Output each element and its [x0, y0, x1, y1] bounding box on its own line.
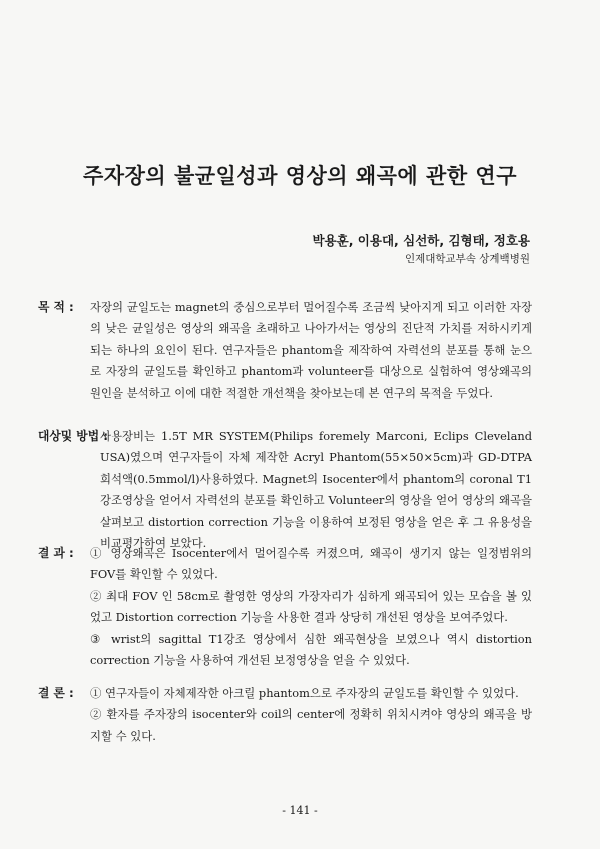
section-label-purpose: 목 적 :: [38, 300, 74, 314]
page-number: - 141 -: [282, 804, 318, 817]
affiliation: 인제대학교부속 상계백병원: [404, 253, 530, 265]
section-purpose: [38, 297, 532, 404]
section-text-methods: 사용장비는 1.5T MR SYSTEM(Philips foremely Marconi, Eclips Cleveland USA)였으며 연구자들이 자체 제작한 Acryl Phantom(55×50×5cm)과 GD-DTPA 희석액(0.5mmol/l)사용하였다. Magnet의 Isocenter에서 phantom의 coronal T1 강조영상을 얻어서 자력선의 분포를 확인하고 Volunteer의 영상을 얻어 영상의 왜곡을 살펴보고 distortion correction 기능을 이용하여 보정된 영상을 얻은 후 그 유용성을 비교평가하여 보았다.: [100, 429, 532, 551]
result-item: ① 영상왜곡은 Isocenter에서 멀어질수록 커졌으며, 왜곡이 생기지 않는 일정범위의 FOV를 확인할 수 있었다.: [90, 546, 532, 582]
section-text-purpose: 자장의 균일도는 magnet의 중심으로부터 멀어질수록 조금씩 낮아지게 되고 이러한 자장의 낮은 균일성은 영상의 왜곡을 초래하고 나아가서는 영상의 진단적 가치를 저하시키게 되는 하나의 요인이 된다. 연구자들은 phantom을 제작하여 자력선의 분포를 통해 눈으로 자장의 균일도를 확인하고 phantom과 volunteer를 대상으로 실험하여 영상왜곡의 원인을 분석하고 이에 대한 적절한 개선책을 찾아보는데 본 연구의 목적을 두었다.: [90, 300, 532, 400]
section-methods: [38, 426, 532, 554]
section-label-conclusion: 결 론 :: [38, 686, 74, 700]
result-item: ② 최대 FOV 인 58cm로 촬영한 영상의 가장자리가 심하게 왜곡되어 있는 모습을 볼 있었고 Distortion correction 기능을 사용한 결과 상당히 개선된 영상을 보여주었다.: [90, 588, 532, 625]
result-item: ③ wrist의 sagittal T1강조 영상에서 심한 왜곡현상을 보였으나 역시 distortion correction 기능을 사용하여 개선된 보정영상을 얻을 수 있었다.: [90, 631, 532, 668]
section-label-results: 결 과 :: [38, 546, 74, 560]
conclusion-item: ① 연구자들이 자체제작한 아크릴 phantom으로 주자장의 균일도를 확인할 수 있었다.: [90, 686, 519, 700]
results-list: [90, 543, 532, 671]
conclusion-list: [90, 683, 532, 747]
section-results: [38, 543, 532, 671]
conclusion-item: ② 환자를 주자장의 isocenter와 coil의 center에 정확히 위치시켜야 영상의 왜곡을 방지할 수 있다.: [90, 707, 532, 743]
paper-title: 주자장의 불균일성과 영상의 왜곡에 관한 연구: [83, 164, 517, 188]
author-list: 박용훈, 이용대, 심선하, 김형태, 정호용: [312, 233, 530, 248]
section-conclusion: [38, 683, 532, 747]
section-label-methods: 대상및 방법 :: [38, 429, 108, 443]
